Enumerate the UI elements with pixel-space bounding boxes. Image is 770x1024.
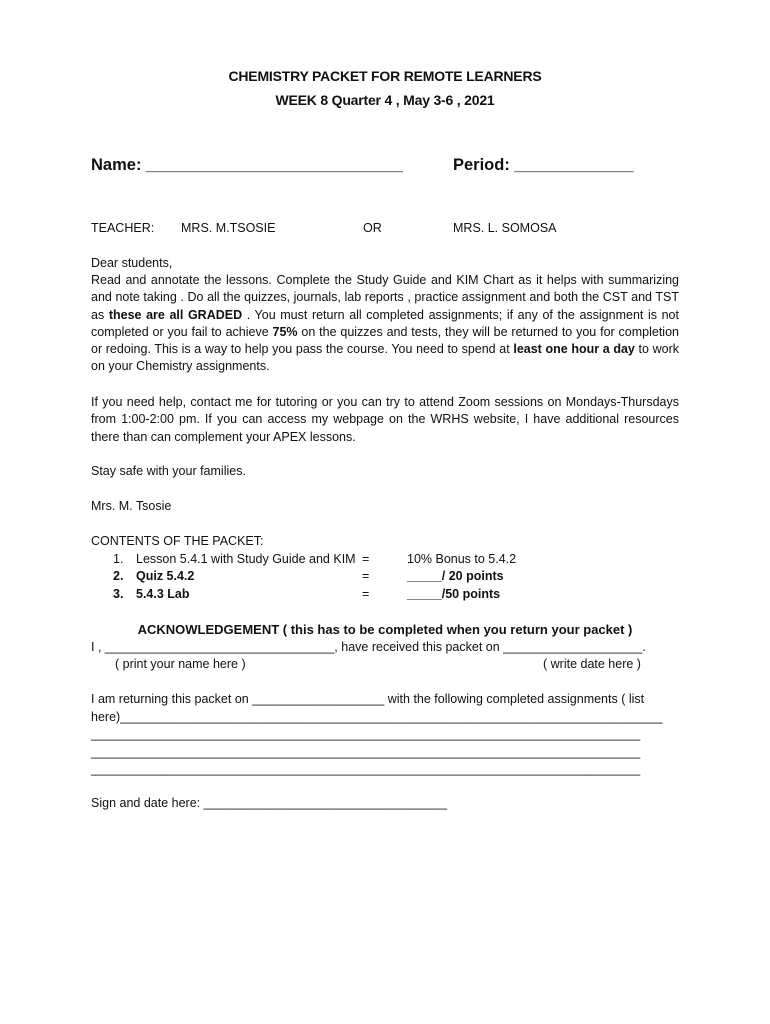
blank-line: _______________________________________________________________________________ [91, 727, 641, 741]
instructions-text-2: . You must return all completed assignments; if any of the assignment is not completed or you fail to achieve [91, 307, 679, 339]
teacher-label: TEACHER: [91, 221, 155, 235]
received-line: I , _________________________________, have received this packet on ____________________. [91, 640, 646, 654]
instructions-emphasis-graded: these are all GRADED [108, 307, 243, 322]
blank-line: _______________________________________________________________________________ [91, 745, 641, 759]
help-paragraph: If you need help, contact me for tutoring or you can try to attend Zoom sessions on Mondays-Thursdays from 1:00-2:00 pm. If you can access my webpage on the WRHS website, I have additional resources there than can complement your APEX lessons. [91, 395, 679, 444]
instructions-text-3: on the quizzes and tests, they will be returned to you for completion or redoing. This is a way to help you pass the course. You need to spend at [91, 324, 679, 357]
instructions-paragraph [91, 272, 679, 376]
list-item-label: Lesson 5.4.1 with Study Guide and KIM [136, 552, 356, 566]
acknowledgement-heading: ACKNOWLEDGEMENT ( this has to be completed when you return your packet ) [137, 622, 633, 637]
list-item-label: Quiz 5.4.2 [136, 569, 195, 583]
list-item-label: 5.4.3 Lab [136, 587, 190, 601]
list-item-equals: = [362, 569, 370, 583]
instructions-text-4: to work on your Chemistry assignments. [91, 342, 679, 374]
blank-line: _______________________________________________________________________________ [91, 762, 641, 776]
print-name-hint: ( print your name here ) [115, 657, 246, 671]
return-list-line: here)______________________________________________________________________________ [91, 710, 663, 724]
list-item-number: 1. [113, 552, 124, 566]
contents-heading: CONTENTS OF THE PACKET: [91, 534, 264, 548]
signature: Mrs. M. Tsosie [91, 499, 172, 513]
return-line: I am returning this packet on ___________________ with the following completed assignments ( list [91, 692, 645, 706]
teacher-or: OR [363, 221, 382, 235]
list-item-number: 3. [113, 587, 124, 601]
list-item-value: 10% Bonus to 5.4.2 [407, 552, 517, 566]
period-field-label: Period: _____________ [453, 156, 634, 174]
list-item-equals: = [362, 587, 370, 601]
list-item-value: _____/ 20 points [407, 569, 504, 583]
instructions-text-1: Read and annotate the lessons. Complete the Study Guide and KIM Chart as it helps with summarizing and note taking . Do all the quizzes, journals, lab reports , practice assignment and both the CST and TST as [91, 273, 679, 322]
write-date-hint: ( write date here ) [543, 657, 641, 671]
instructions-emphasis-percent: 75% [272, 324, 298, 339]
teacher-name-1: MRS. M.TSOSIE [181, 221, 276, 235]
list-item-equals: = [362, 552, 370, 566]
greeting: Dear students, [91, 256, 173, 270]
sign-and-date-line: Sign and date here: ___________________________________ [91, 796, 447, 810]
document-subtitle: WEEK 8 Quarter 4 , May 3-6 , 2021 [275, 92, 495, 108]
name-field-label: Name: ____________________________ [91, 156, 403, 174]
list-item-number: 2. [113, 569, 124, 583]
teacher-name-2: MRS. L. SOMOSA [453, 221, 557, 235]
list-item-value: _____/50 points [407, 587, 501, 601]
closing-line: Stay safe with your families. [91, 464, 246, 478]
document-title: CHEMISTRY PACKET FOR REMOTE LEARNERS [228, 68, 542, 84]
instructions-emphasis-hour: least one hour a day [513, 342, 635, 357]
